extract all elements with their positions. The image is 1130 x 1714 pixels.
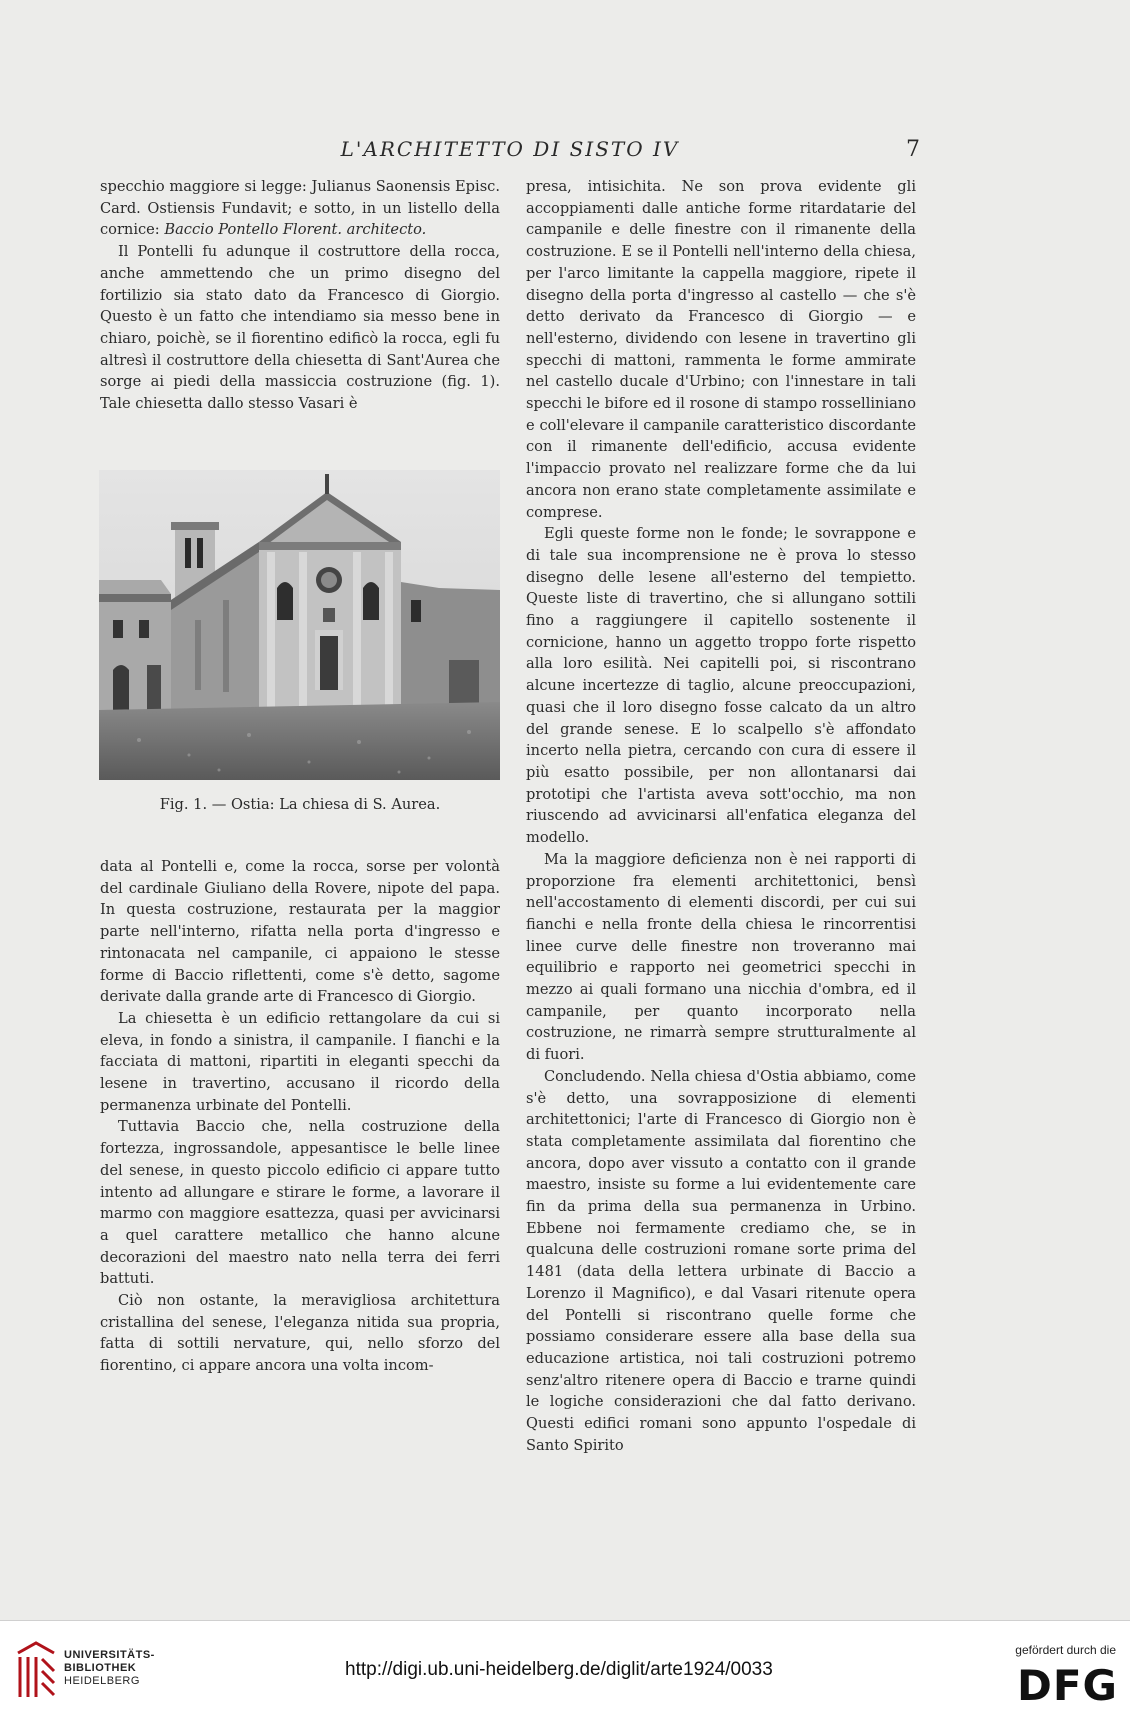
dfg-logo: DFG	[1016, 1661, 1118, 1710]
paragraph	[526, 849, 916, 1066]
text-run: Concludendo. Nella chiesa d'Ostia abbiamo, come s'è detto, una sovrapposizione di elementi architettonici; l'arte di Francesco di Giorgio non è stata completamente assimilata dal fiorentino che ancora, dopo aver vissuto a contatto con il grande maestro, insiste su forme a lui evidentemente care fin da prima della sua permanenza in Urbino. Ebbene noi fermamente crediamo che, se in qualcuna delle costruzioni romane sorte prima del 1481 (data della lettera urbinate di Baccio a Lorenzo il Magnifico), e dal Vasari ritenute opera del Pontelli si riscontrano quelle forme che possiamo considerare essere alla base della sua educazione artistica, noi tali costruzioni potremo senz'altro ritenere opera di Baccio e trarne quindi le logiche considerazioni che dal fatto derivano. Questi edifici romani sono appunto l'ospedale di Santo Spirito	[526, 1067, 916, 1454]
paragraph	[100, 1008, 500, 1117]
library-name: UNIVERSITÄTS- BIBLIOTHEK HEIDELBERG	[64, 1649, 155, 1687]
page-number: 7	[906, 137, 920, 162]
text-run: Il Pontelli fu adunque il costruttore della rocca, anche ammettendo che un primo disegno del fortilizio sia stato dato da Francesco di Giorgio. Questo è un fatto che intendiamo sia messo bene in chiaro, poichè, se il fiorentino edificò la rocca, egli fu altresì il costruttore della chiesetta di Sant'Aurea che sorge ai piedi della massiccia costruzione (fig. 1). Tale chiesetta dallo stesso Vasari è	[100, 243, 500, 413]
text-run: data al Pontelli e, come la rocca, sorse per volontà del cardinale Giuliano della Rovere, nipote del papa. In questa costruzione, restaurata per la maggior parte nell'interno, rifatta nella porta d'ingresso e rintonacata nel campanile, ci appaiono le stesse forme di Baccio riflettenti, come s'è detto, sagome derivate dalla grande arte di Francesco di Giorgio.	[100, 858, 500, 1006]
paragraph	[526, 523, 916, 849]
text-run: Ciò non ostante, la meravigliosa architettura cristallina del senese, l'eleganza nitida sua propria, fatta di sottili nervature, qui, nello sforzo del fiorentino, ci appare ancora una volta incom-	[100, 1292, 500, 1375]
funding-label: gefördert durch die	[1015, 1643, 1116, 1657]
paragraph	[100, 856, 500, 1008]
paragraph	[100, 176, 500, 241]
text-run: La chiesetta è un edificio rettangolare da cui si eleva, in fondo a sinistra, il campanile. I fianchi e la facciata di mattoni, ripartiti in eleganti specchi da lesene in travertino, accusano il ricordo della permanenza urbinate del Pontelli.	[100, 1009, 500, 1114]
text-run: Egli queste forme non le fonde; le sovrappone e di tale sua incomprensione ne è prova lo stesso disegno delle lesene all'esterno del tempietto. Queste liste di travertino, che si allungano sottili fino a raggiungere il capitello sostenente il cornicione, hanno un aggetto troppo forte rispetto alla loro esilità. Nei capitelli poi, si riscontrano alcune incertezze di taglio, alcune preoccupazioni, quasi che il loro disegno fosse calcato da un altro del grande senese. E lo scalpello s'è affondato incerto nella pietra, cercando con cura di essere il più esatto possibile, per non allontanarsi dai prototipi che l'artista aveva sott'occhio, ma non riuscendo ad avvicinarsi all'enfatica eleganza del modello.	[526, 525, 916, 847]
figure-caption: Fig. 1. — Ostia: La chiesa di S. Aurea.	[159, 796, 441, 813]
text-run: Ma la maggiore deficienza non è nei rapporti di proporzione fra elementi architettonici, bensì nell'accostamento di elementi discordi, per cui sui fianchi e nella fronte della chiesa le rincorrentisi linee curve delle finestre non troveranno mai equilibrio e rapporto nei geometrici specchi in mezzo ai quali formano una nicchia d'ombra, ed il campanile, per quanto incorporato nella costruzione, ne rimarrà sempre strutturalmente al di fuori.	[526, 850, 916, 1064]
left-column-bottom	[100, 856, 500, 1377]
paragraph	[100, 1116, 500, 1290]
paragraph	[100, 1290, 500, 1377]
library-logo-icon	[14, 1641, 56, 1699]
permalink-url[interactable]: http://digi.ub.uni-heidelberg.de/diglit/arte1924/0033	[345, 1659, 773, 1680]
paragraph	[526, 1066, 916, 1457]
running-header	[100, 137, 920, 167]
running-title: L'ARCHITETTO DI SISTO IV	[340, 137, 680, 161]
text-run: Tuttavia Baccio che, nella costruzione della fortezza, ingrossandole, appesantisce le belle linee del senese, in questo piccolo edificio ci appare tutto intento ad allungare e stirare le forme, a lavorare il marmo con maggiore esattezza, quasi per avvicinarsi a quel carattere metallico che hanno alcune decorazioni del maestro nato nella terra dei ferri battuti.	[100, 1118, 500, 1288]
church-photo-image	[99, 470, 500, 780]
text-run: presa, intisichita. Ne son prova evidente gli accoppiamenti dalle antiche forme ritardatarie del campanile e delle finestre con il rimanente della costruzione. E se il Pontelli nell'interno della chiesa, per l'arco limitante la cappella maggiore, ripete il disegno della porta d'ingresso al castello — che s'è detto derivato da Francesco di Giorgio — e nell'esterno, dividendo con lesene in travertino gli specchi di mattoni, rammenta le forme ammirate nel castello ducale d'Urbino; con l'innestare in tali specchi le bifore ed il rosone di stampo rosselliniano e coll'elevare il campanile caratteristico discordante con il rimanente dell'edificio, accusa evidente l'impaccio provato nel realizzare forme che da lui ancora non erano state completamente assimilate e comprese.	[526, 178, 916, 521]
text-run: Baccio Pontello Florent. architecto.	[164, 221, 427, 239]
left-column-top	[100, 176, 500, 415]
paragraph	[100, 241, 500, 415]
right-column	[526, 176, 916, 1456]
paragraph	[526, 176, 916, 523]
digitization-footer	[0, 1620, 1130, 1714]
text-run: specchio maggiore si legge: Julianus Saonensis Episc. Card. Ostiensis Fundavit; e sotto, in un listello della cornice:	[100, 178, 500, 239]
church-photo-figure	[99, 470, 500, 780]
